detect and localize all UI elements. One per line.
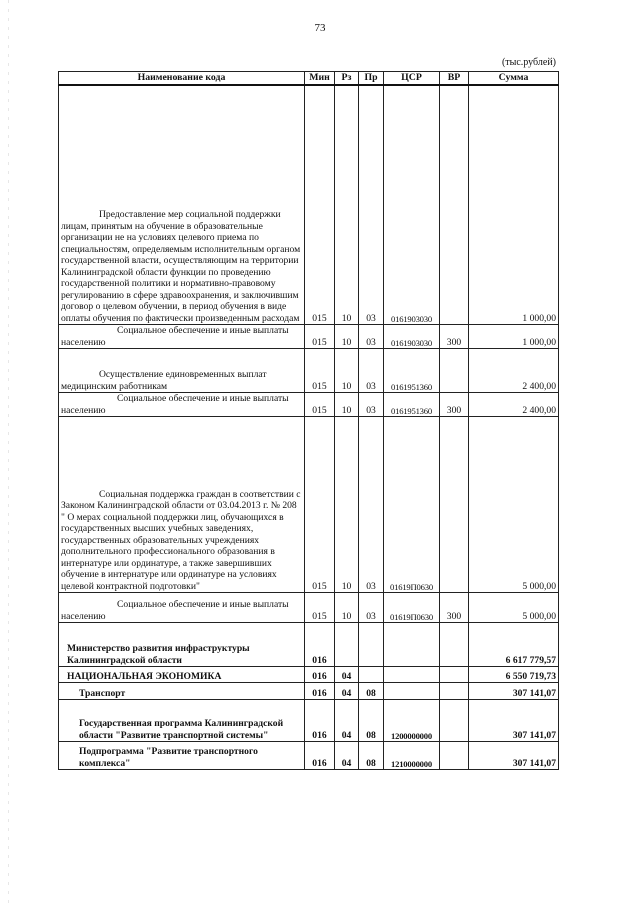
scan-margin-artifact xyxy=(8,0,9,905)
row-rz: 10 xyxy=(335,325,359,349)
header-name: Наименование кода xyxy=(59,72,305,85)
row-name: Подпрограмма "Развитие транспортного комплекса" xyxy=(59,742,305,770)
row-name: Государственная программа Калининградской области "Развитие транспортной системы" xyxy=(59,700,305,742)
row-pr xyxy=(359,667,384,683)
row-min: 016 xyxy=(305,683,335,700)
row-sum: 6 617 779,57 xyxy=(469,623,559,667)
table-row xyxy=(59,742,559,770)
row-name: НАЦИОНАЛЬНАЯ ЭКОНОМИКА xyxy=(59,667,305,683)
row-csr: 0161903030 xyxy=(384,85,440,325)
row-pr: 03 xyxy=(359,593,384,623)
row-vr: 300 xyxy=(440,393,469,417)
header-csr: ЦСР xyxy=(384,72,440,85)
row-vr xyxy=(440,85,469,325)
row-name: Предоставление мер социальной поддержки лицам, принятым на обучение в образовательные организации не на условиях целевого приема по специальностям, определяемым исполнительным органом государственной власти, осуществляющим на территории Калининградской области функции по проведению государственной политики и нормативно-правовому регулированию в сфере здравоохранения, и заключившим договор о целевом обучении, в период обучения в виде оплаты обучения по фактически произведенным расходам xyxy=(59,85,305,325)
row-min: 016 xyxy=(305,667,335,683)
row-sum: 5 000,00 xyxy=(469,417,559,593)
row-csr: 0161951360 xyxy=(384,393,440,417)
row-rz xyxy=(335,623,359,667)
table-row xyxy=(59,393,559,417)
row-vr: 300 xyxy=(440,325,469,349)
header-pr: Пр xyxy=(359,72,384,85)
row-vr xyxy=(440,742,469,770)
row-min: 015 xyxy=(305,393,335,417)
row-min: 015 xyxy=(305,417,335,593)
row-sum: 1 000,00 xyxy=(469,325,559,349)
row-rz: 10 xyxy=(335,393,359,417)
row-csr: 0161903030 xyxy=(384,325,440,349)
row-rz: 10 xyxy=(335,417,359,593)
row-pr xyxy=(359,623,384,667)
page-number: 73 xyxy=(314,22,326,34)
row-name: Социальное обеспечение и иные выплаты населению xyxy=(59,325,305,349)
row-pr: 08 xyxy=(359,683,384,700)
table-row xyxy=(59,85,559,325)
row-rz: 04 xyxy=(335,683,359,700)
row-vr xyxy=(440,417,469,593)
row-sum: 307 141,07 xyxy=(469,742,559,770)
budget-table xyxy=(58,71,559,770)
row-rz: 10 xyxy=(335,593,359,623)
row-csr xyxy=(384,623,440,667)
row-name: Социальное обеспечение и иные выплаты населению xyxy=(59,393,305,417)
row-name: Социальная поддержка граждан в соответствии с Законом Калининградской области от 03.04.2013 г. № 208 " О мерах социальной поддержки лиц, обучающихся в государственных высших учебных заведениях, государственных образовательных учреждениях дополнительного профессионального образования в интернатуре или ординатуре, а также завершивших обучение в интернатуре или ординатуре на условиях целевой контрактной подготовки" xyxy=(59,417,305,593)
row-vr xyxy=(440,667,469,683)
header-min: Мин xyxy=(305,72,335,85)
row-csr: 1200000000 xyxy=(384,700,440,742)
row-csr: 01619П0630 xyxy=(384,593,440,623)
row-sum: 2 400,00 xyxy=(469,349,559,393)
row-rz: 04 xyxy=(335,667,359,683)
row-sum: 307 141,07 xyxy=(469,700,559,742)
row-min: 016 xyxy=(305,742,335,770)
row-name: Министерство развития инфраструктуры Калининградской области xyxy=(59,623,305,667)
table-row xyxy=(59,417,559,593)
row-csr: 01619П0630 xyxy=(384,417,440,593)
row-sum: 2 400,00 xyxy=(469,393,559,417)
table-row xyxy=(59,683,559,700)
row-pr: 08 xyxy=(359,700,384,742)
row-min: 015 xyxy=(305,349,335,393)
row-rz: 04 xyxy=(335,700,359,742)
row-pr: 08 xyxy=(359,742,384,770)
row-sum: 5 000,00 xyxy=(469,593,559,623)
table-row xyxy=(59,700,559,742)
row-csr: 0161951360 xyxy=(384,349,440,393)
row-sum: 1 000,00 xyxy=(469,85,559,325)
table-header-row xyxy=(59,72,559,85)
row-rz: 10 xyxy=(335,85,359,325)
row-min: 016 xyxy=(305,623,335,667)
row-vr xyxy=(440,700,469,742)
row-vr xyxy=(440,683,469,700)
header-sum: Сумма xyxy=(469,72,559,85)
row-min: 015 xyxy=(305,593,335,623)
row-min: 015 xyxy=(305,325,335,349)
row-vr xyxy=(440,349,469,393)
units-label: (тыс.рублей) xyxy=(501,57,556,68)
row-sum: 307 141,07 xyxy=(469,683,559,700)
row-min: 016 xyxy=(305,700,335,742)
header-rz: Рз xyxy=(335,72,359,85)
row-vr xyxy=(440,623,469,667)
row-pr: 03 xyxy=(359,349,384,393)
row-rz: 04 xyxy=(335,742,359,770)
row-name: Транспорт xyxy=(59,683,305,700)
row-csr xyxy=(384,683,440,700)
table-row xyxy=(59,325,559,349)
row-min: 015 xyxy=(305,85,335,325)
row-csr xyxy=(384,667,440,683)
header-vr: ВР xyxy=(440,72,469,85)
row-name: Социальное обеспечение и иные выплаты населению xyxy=(59,593,305,623)
row-csr: 1210000000 xyxy=(384,742,440,770)
table-row xyxy=(59,349,559,393)
table-row xyxy=(59,623,559,667)
row-pr: 03 xyxy=(359,417,384,593)
row-pr: 03 xyxy=(359,85,384,325)
row-name: Осуществление единовременных выплат медицинским работникам xyxy=(59,349,305,393)
row-sum: 6 550 719,73 xyxy=(469,667,559,683)
row-vr: 300 xyxy=(440,593,469,623)
table-row xyxy=(59,667,559,683)
row-pr: 03 xyxy=(359,393,384,417)
table-row xyxy=(59,593,559,623)
row-pr: 03 xyxy=(359,325,384,349)
row-rz: 10 xyxy=(335,349,359,393)
